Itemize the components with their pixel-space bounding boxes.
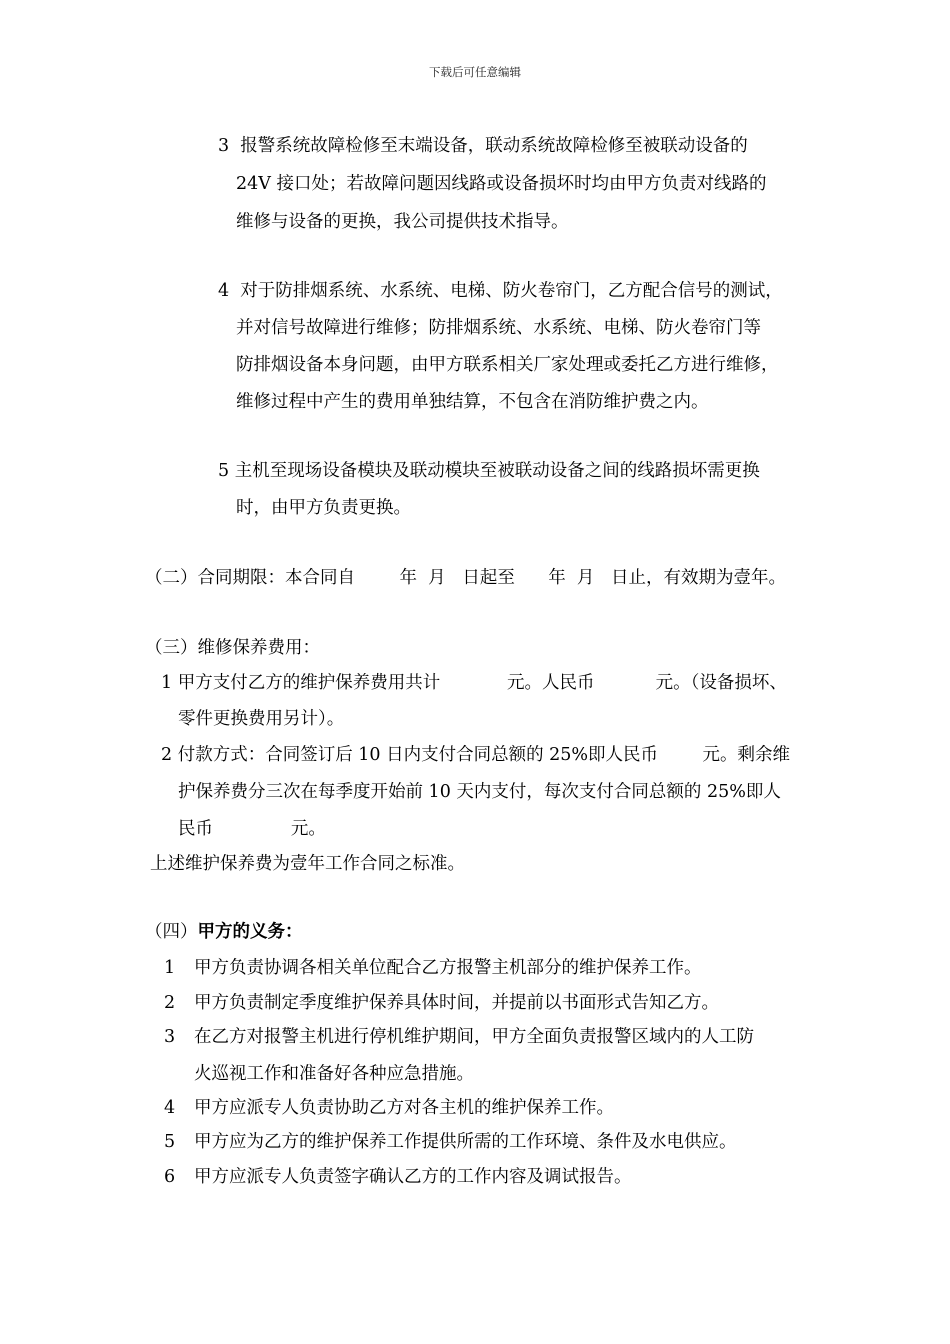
obligation-num: 5 [164,1132,176,1152]
section3-heading: （三）维修保养费用： [145,638,320,658]
obligation-text: 甲方负责制定季度维护保养具体时间，并提前以书面形式告知乙方。 [194,993,719,1013]
obligation-text: 在乙方对报警主机进行停机维护期间，甲方全面负责报警区域内的人工防 [194,1027,754,1047]
item5-line1: 5 主机至现场设备模块及联动模块至被联动设备之间的线路损坏需更换 [218,461,760,481]
payment-line1: 2 付款方式：合同签订后 10 日内支付合同总额的 25%即人民币 元。剩余维 [161,745,791,765]
obligation-num: 1 [164,958,176,978]
obligation-text: 甲方应派专人负责签字确认乙方的工作内容及调试报告。 [194,1167,632,1187]
obligation-num: 6 [164,1167,176,1187]
obligation-text-continued: 火巡视工作和准备好各种应急措施。 [194,1064,474,1084]
payment-line2: 护保养费分三次在每季度开始前 10 天内支付，每次支付合同总额的 25%即人 [178,782,781,802]
item4-line4: 维修过程中产生的费用单独结算，不包含在消防维护费之内。 [236,392,709,412]
contract-term: （二）合同期限：本合同自 年 月 日起至 年 月 日止，有效期为壹年。 [145,568,787,588]
obligation-num: 2 [164,993,176,1013]
item5-line2: 时，由甲方负责更换。 [236,498,411,518]
item4-line3: 防排烟设备本身问题，由甲方联系相关厂家处理或委托乙方进行维修， [236,355,779,375]
payment-line3: 民币 元。 [178,819,326,839]
item3-line3: 维修与设备的更换，我公司提供技术指导。 [236,212,569,232]
page-header: 下载后可任意编辑 [429,65,521,79]
fee-line1: 1 甲方支付乙方的维护保养费用共计 元。人民币 元。（设备损坏、 [161,673,787,693]
item4-line2: 并对信号故障进行维修；防排烟系统、水系统、电梯、防火卷帘门等 [236,318,761,338]
section4-heading [145,920,303,944]
section4-heading-prefix: （四） [145,922,198,942]
item3-line2: 24V 接口处；若故障问题因线路或设备损坏时均由甲方负责对线路的 [236,174,767,194]
section4-heading-title: 甲方的义务： [197,922,303,942]
item3-line1: 3 报警系统故障检修至末端设备，联动系统故障检修至被联动设备的 [218,136,748,156]
obligation-num: 3 [164,1027,176,1047]
obligation-num: 4 [164,1098,176,1118]
item4-line1: 4 对于防排烟系统、水系统、电梯、防火卷帘门，乙方配合信号的测试， [218,281,783,301]
obligation-text: 甲方负责协调各相关单位配合乙方报警主机部分的维护保养工作。 [194,958,702,978]
obligation-text: 甲方应派专人负责协助乙方对各主机的维护保养工作。 [194,1098,614,1118]
fee-line2: 零件更换费用另计）。 [178,709,345,729]
obligation-text: 甲方应为乙方的维护保养工作提供所需的工作环境、条件及水电供应。 [194,1132,737,1152]
fee-summary: 上述维护保养费为壹年工作合同之标准。 [150,854,465,874]
